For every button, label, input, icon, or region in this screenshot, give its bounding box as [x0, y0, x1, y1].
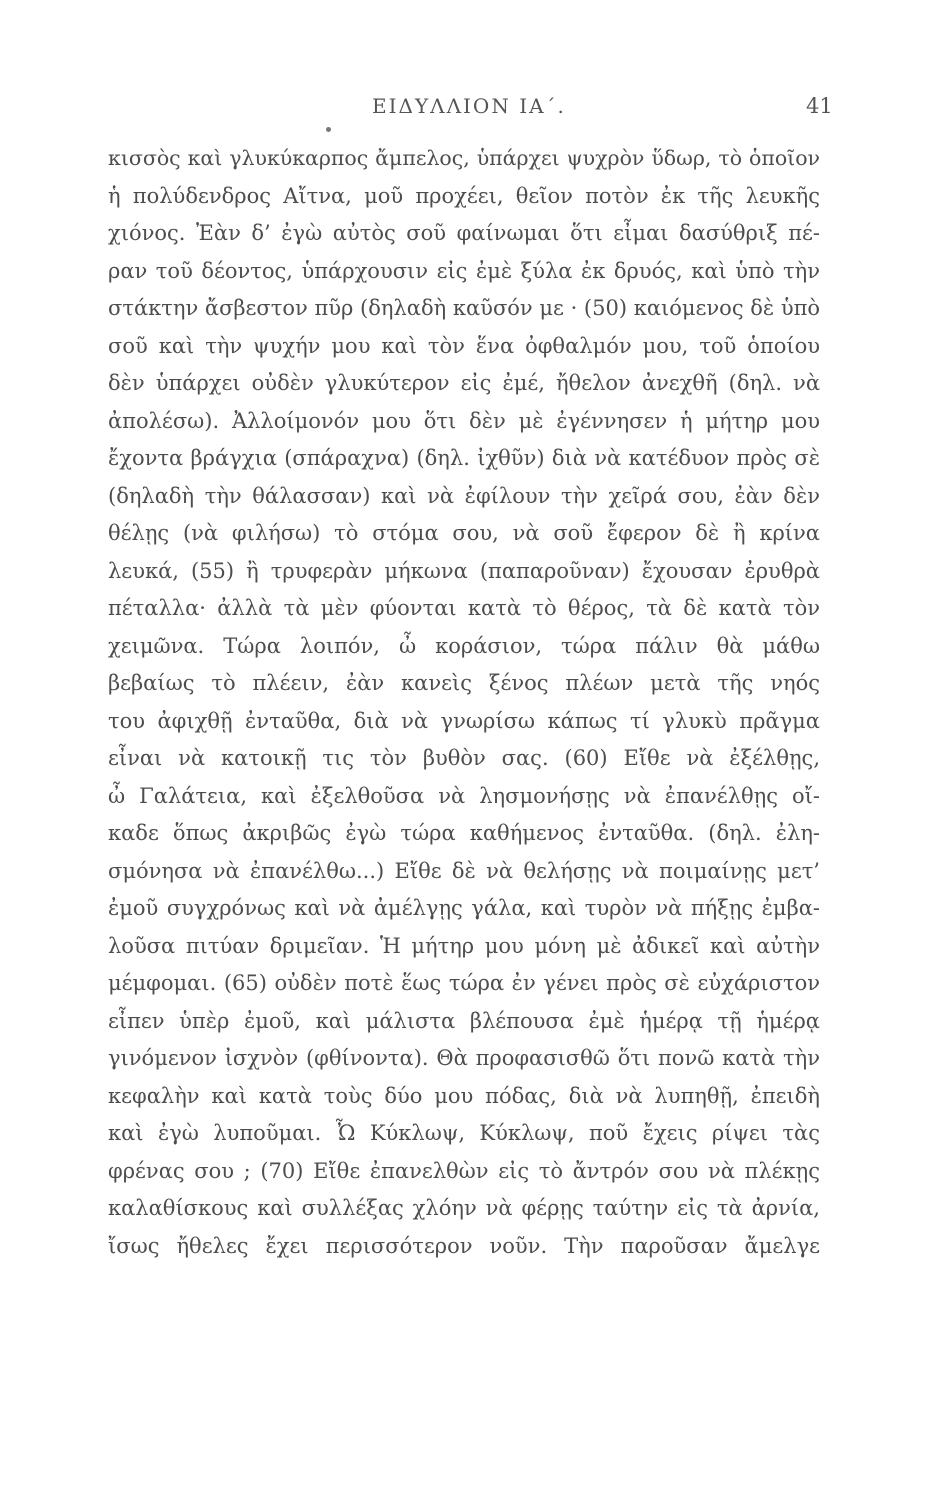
- text-line: ἴσως ἤθελες ἔχει περισσότερον νοῦν. Τὴν παροῦσαν ἄμελγε: [108, 1233, 820, 1258]
- text-line: εἶπεν ὑπὲρ ἐμοῦ, καὶ μάλιστα βλέπουσα ἐμὲ ἡμέρᾳ τῇ ἡμέρᾳ: [108, 1008, 820, 1033]
- text-line: καλαθίσκους καὶ συλλέξας χλόην νὰ φέρῃς ταύτην εἰς τὰ ἀρνία,: [108, 1196, 820, 1220]
- text-line: (δηλαδὴ τὴν θάλασσαν) καὶ νὰ ἐφίλουν τὴν χεῖρά σου, ἐὰν δὲν: [108, 483, 820, 508]
- text-line: θέλῃς (νὰ φιλήσω) τὸ στόμα σου, νὰ σοῦ ἔφερον δὲ ἢ κρίνα: [108, 521, 820, 545]
- text-line: καὶ ἐγὼ λυποῦμαι. Ὦ Κύκλωψ, Κύκλωψ, ποῦ ἔχεις ρίψει τὰς: [108, 1121, 820, 1145]
- print-speck: [326, 127, 331, 132]
- text-line: ἡ πολύδενδρος Αἴτνα, μοῦ προχέει, θεῖον ποτὸν ἐκ τῆς λευκῆς: [108, 183, 820, 208]
- text-line: ἐμοῦ συγχρόνως καὶ νὰ ἀμέλγῃς γάλα, καὶ τυρὸν νὰ πήξῃς ἐμβα-: [108, 896, 820, 920]
- text-line: ὦ Γαλάτεια, καὶ ἐξελθοῦσα νὰ λησμονήσῃς νὰ ἐπανέλθῃς οἴ-: [108, 783, 820, 808]
- text-line: λευκά, (55) ἢ τρυφερὰν μήκωνα (παπαροῦναν) ἔχουσαν ἐρυθρὰ: [108, 558, 820, 583]
- text-line: ἀπολέσω). Ἀλλοίμονόν μου ὅτι δὲν μὲ ἐγέννησεν ἡ μήτηρ μου: [108, 408, 820, 433]
- text-line: εἶναι νὰ κατοικῇ τις τὸν βυθὸν σας. (60) Εἴθε νὰ ἐξέλθῃς,: [108, 746, 820, 770]
- text-line: του ἀφιχθῇ ἐνταῦθα, διὰ νὰ γνωρίσω κάπως τί γλυκὺ πρᾶγμα: [108, 708, 820, 733]
- text-line: σμόνησα νὰ ἐπανέλθω...) Εἴθε δὲ νὰ θελήσῃς νὰ ποιμαίνῃς μετ’: [108, 858, 820, 883]
- page-number: 41: [806, 94, 833, 118]
- text-line: καδε ὅπως ἀκριβῶς ἐγὼ τώρα καθήμενος ἐνταῦθα. (δηλ. ἐλη-: [108, 821, 820, 845]
- text-line: χιόνος. Ἐὰν δ’ ἐγὼ αὐτὸς σοῦ φαίνωμαι ὅτι εἶμαι δασύθριξ πέ-: [108, 221, 820, 245]
- text-line: ραν τοῦ δέοντος, ὑπάρχουσιν εἰς ἐμὲ ξύλα ἐκ δρυός, καὶ ὑπὸ τὴν: [108, 258, 820, 283]
- text-line: πέταλλα· ἀλλὰ τὰ μὲν φύονται κατὰ τὸ θέρος, τὰ δὲ κατὰ τὸν: [108, 596, 820, 620]
- text-line: δὲν ὑπάρχει οὐδὲν γλυκύτερον εἰς ἐμέ, ἤθελον ἀνεχθῆ (δηλ. νὰ: [108, 371, 820, 395]
- running-title: ΕΙΔΥΛΛΙΟΝ ΙΑ΄.: [372, 94, 566, 118]
- text-line: βεβαίως τὸ πλέειν, ἐὰν κανεὶς ξένος πλέων μετὰ τῆς νηός: [108, 671, 820, 695]
- text-line: γινόμενον ἰσχνὸν (φθίνοντα). Θὰ προφασισθῶ ὅτι πονῶ κατὰ τὴν: [108, 1046, 820, 1070]
- text-line: κεφαλὴν καὶ κατὰ τοὺς δύο μου πόδας, διὰ νὰ λυπηθῇ, ἐπειδὴ: [108, 1083, 820, 1108]
- text-line: χειμῶνα. Τώρα λοιπόν, ὦ κοράσιον, τώρα πάλιν θὰ μάθω: [108, 633, 820, 658]
- text-line: ἔχοντα βράγχια (σπάραχνα) (δηλ. ἰχθῦν) διὰ νὰ κατέδυον πρὸς σὲ: [108, 446, 820, 470]
- text-line: στάκτην ἄσβεστον πῦρ (δηλαδὴ καῦσόν με · (50) καιόμενος δὲ ὑπὸ: [108, 296, 820, 320]
- body-text: [108, 140, 820, 1265]
- running-head: [0, 94, 949, 124]
- text-line: κισσὸς καὶ γλυκύκαρπος ἄμπελος, ὑπάρχει ψυχρὸν ὕδωρ, τὸ ὁποῖον: [108, 146, 820, 170]
- text-line: σοῦ καὶ τὴν ψυχήν μου καὶ τὸν ἕνα ὀφθαλμόν μου, τοῦ ὁποίου: [108, 333, 820, 358]
- text-line: φρένας σου ; (70) Εἴθε ἐπανελθὼν εἰς τὸ ἄντρόν σου νὰ πλέκῃς: [108, 1158, 820, 1183]
- text-line: μέμφομαι. (65) οὐδὲν ποτὲ ἕως τώρα ἐν γένει πρὸς σὲ εὐχάριστον: [108, 971, 820, 995]
- text-line: λοῦσα πιτύαν δριμεῖαν. Ἡ μήτηρ μου μόνη μὲ ἀδικεῖ καὶ αὐτὴν: [108, 933, 820, 958]
